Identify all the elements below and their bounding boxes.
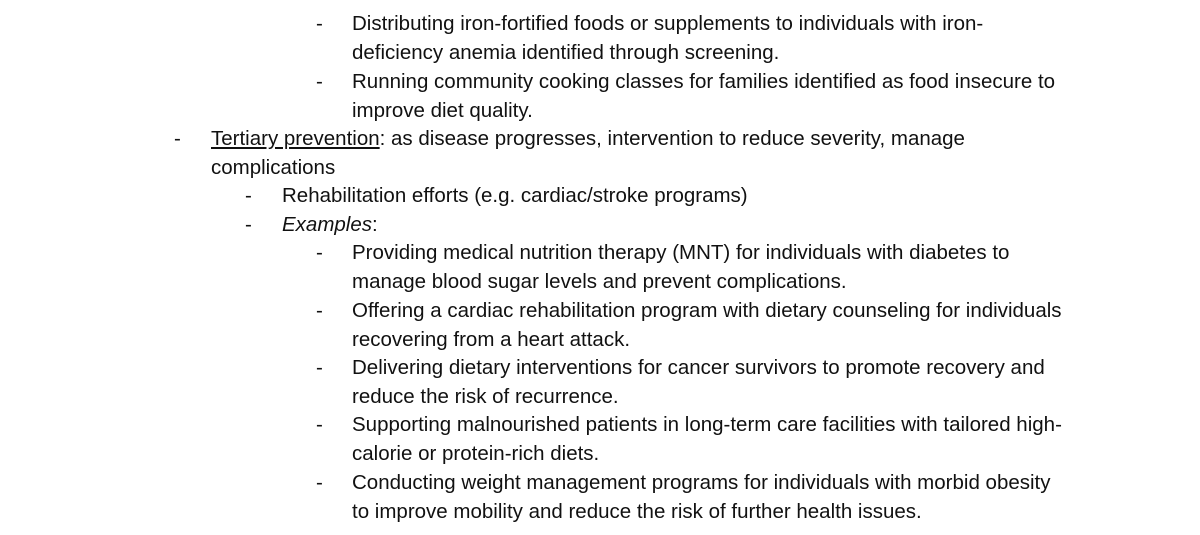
bullet-dash: - <box>316 241 323 264</box>
bullet-dash: - <box>316 299 323 322</box>
bullet-dash: - <box>245 184 252 207</box>
examples-colon: : <box>372 213 378 236</box>
bullet-dash: - <box>174 127 181 150</box>
example-item-weight-management: Conducting weight management programs for individuals with morbid obesity to improve mobility and reduce the risk of further health issues. <box>352 471 1051 523</box>
bullet-dash: - <box>316 12 323 35</box>
rehabilitation-item: Rehabilitation efforts (e.g. cardiac/stroke programs) <box>282 184 748 207</box>
examples-label: Examples <box>282 213 373 236</box>
bullet-dash: - <box>316 70 323 93</box>
example-item-cooking-classes: Running community cooking classes for families identified as food insecure to improve diet quality. <box>352 70 1056 122</box>
example-item-iron: Distributing iron-fortified foods or supplements to individuals with iron-deficiency anemia identified through screening. <box>352 12 984 64</box>
bullet-dash: - <box>316 471 323 494</box>
tertiary-prevention-item <box>211 125 1041 182</box>
example-item-mnt: Providing medical nutrition therapy (MNT) for individuals with diabetes to manage blood sugar levels and prevent complications. <box>352 241 1010 293</box>
tertiary-prevention-definition: : as disease progresses, intervention to reduce severity, manage complications <box>211 127 965 179</box>
examples-heading <box>282 211 1102 240</box>
example-item-cancer-survivors: Delivering dietary interventions for cancer survivors to promote recovery and reduce the risk of recurrence. <box>352 356 1045 408</box>
example-item-cardiac-rehab: Offering a cardiac rehabilitation program with dietary counseling for individuals recovering from a heart attack. <box>352 299 1062 351</box>
bullet-dash: - <box>316 413 323 436</box>
bullet-dash: - <box>316 356 323 379</box>
example-item-malnourished: Supporting malnourished patients in long-term care facilities with tailored high-calorie or protein-rich diets. <box>352 413 1062 465</box>
tertiary-prevention-term: Tertiary prevention <box>211 127 380 150</box>
bullet-dash: - <box>245 213 252 236</box>
